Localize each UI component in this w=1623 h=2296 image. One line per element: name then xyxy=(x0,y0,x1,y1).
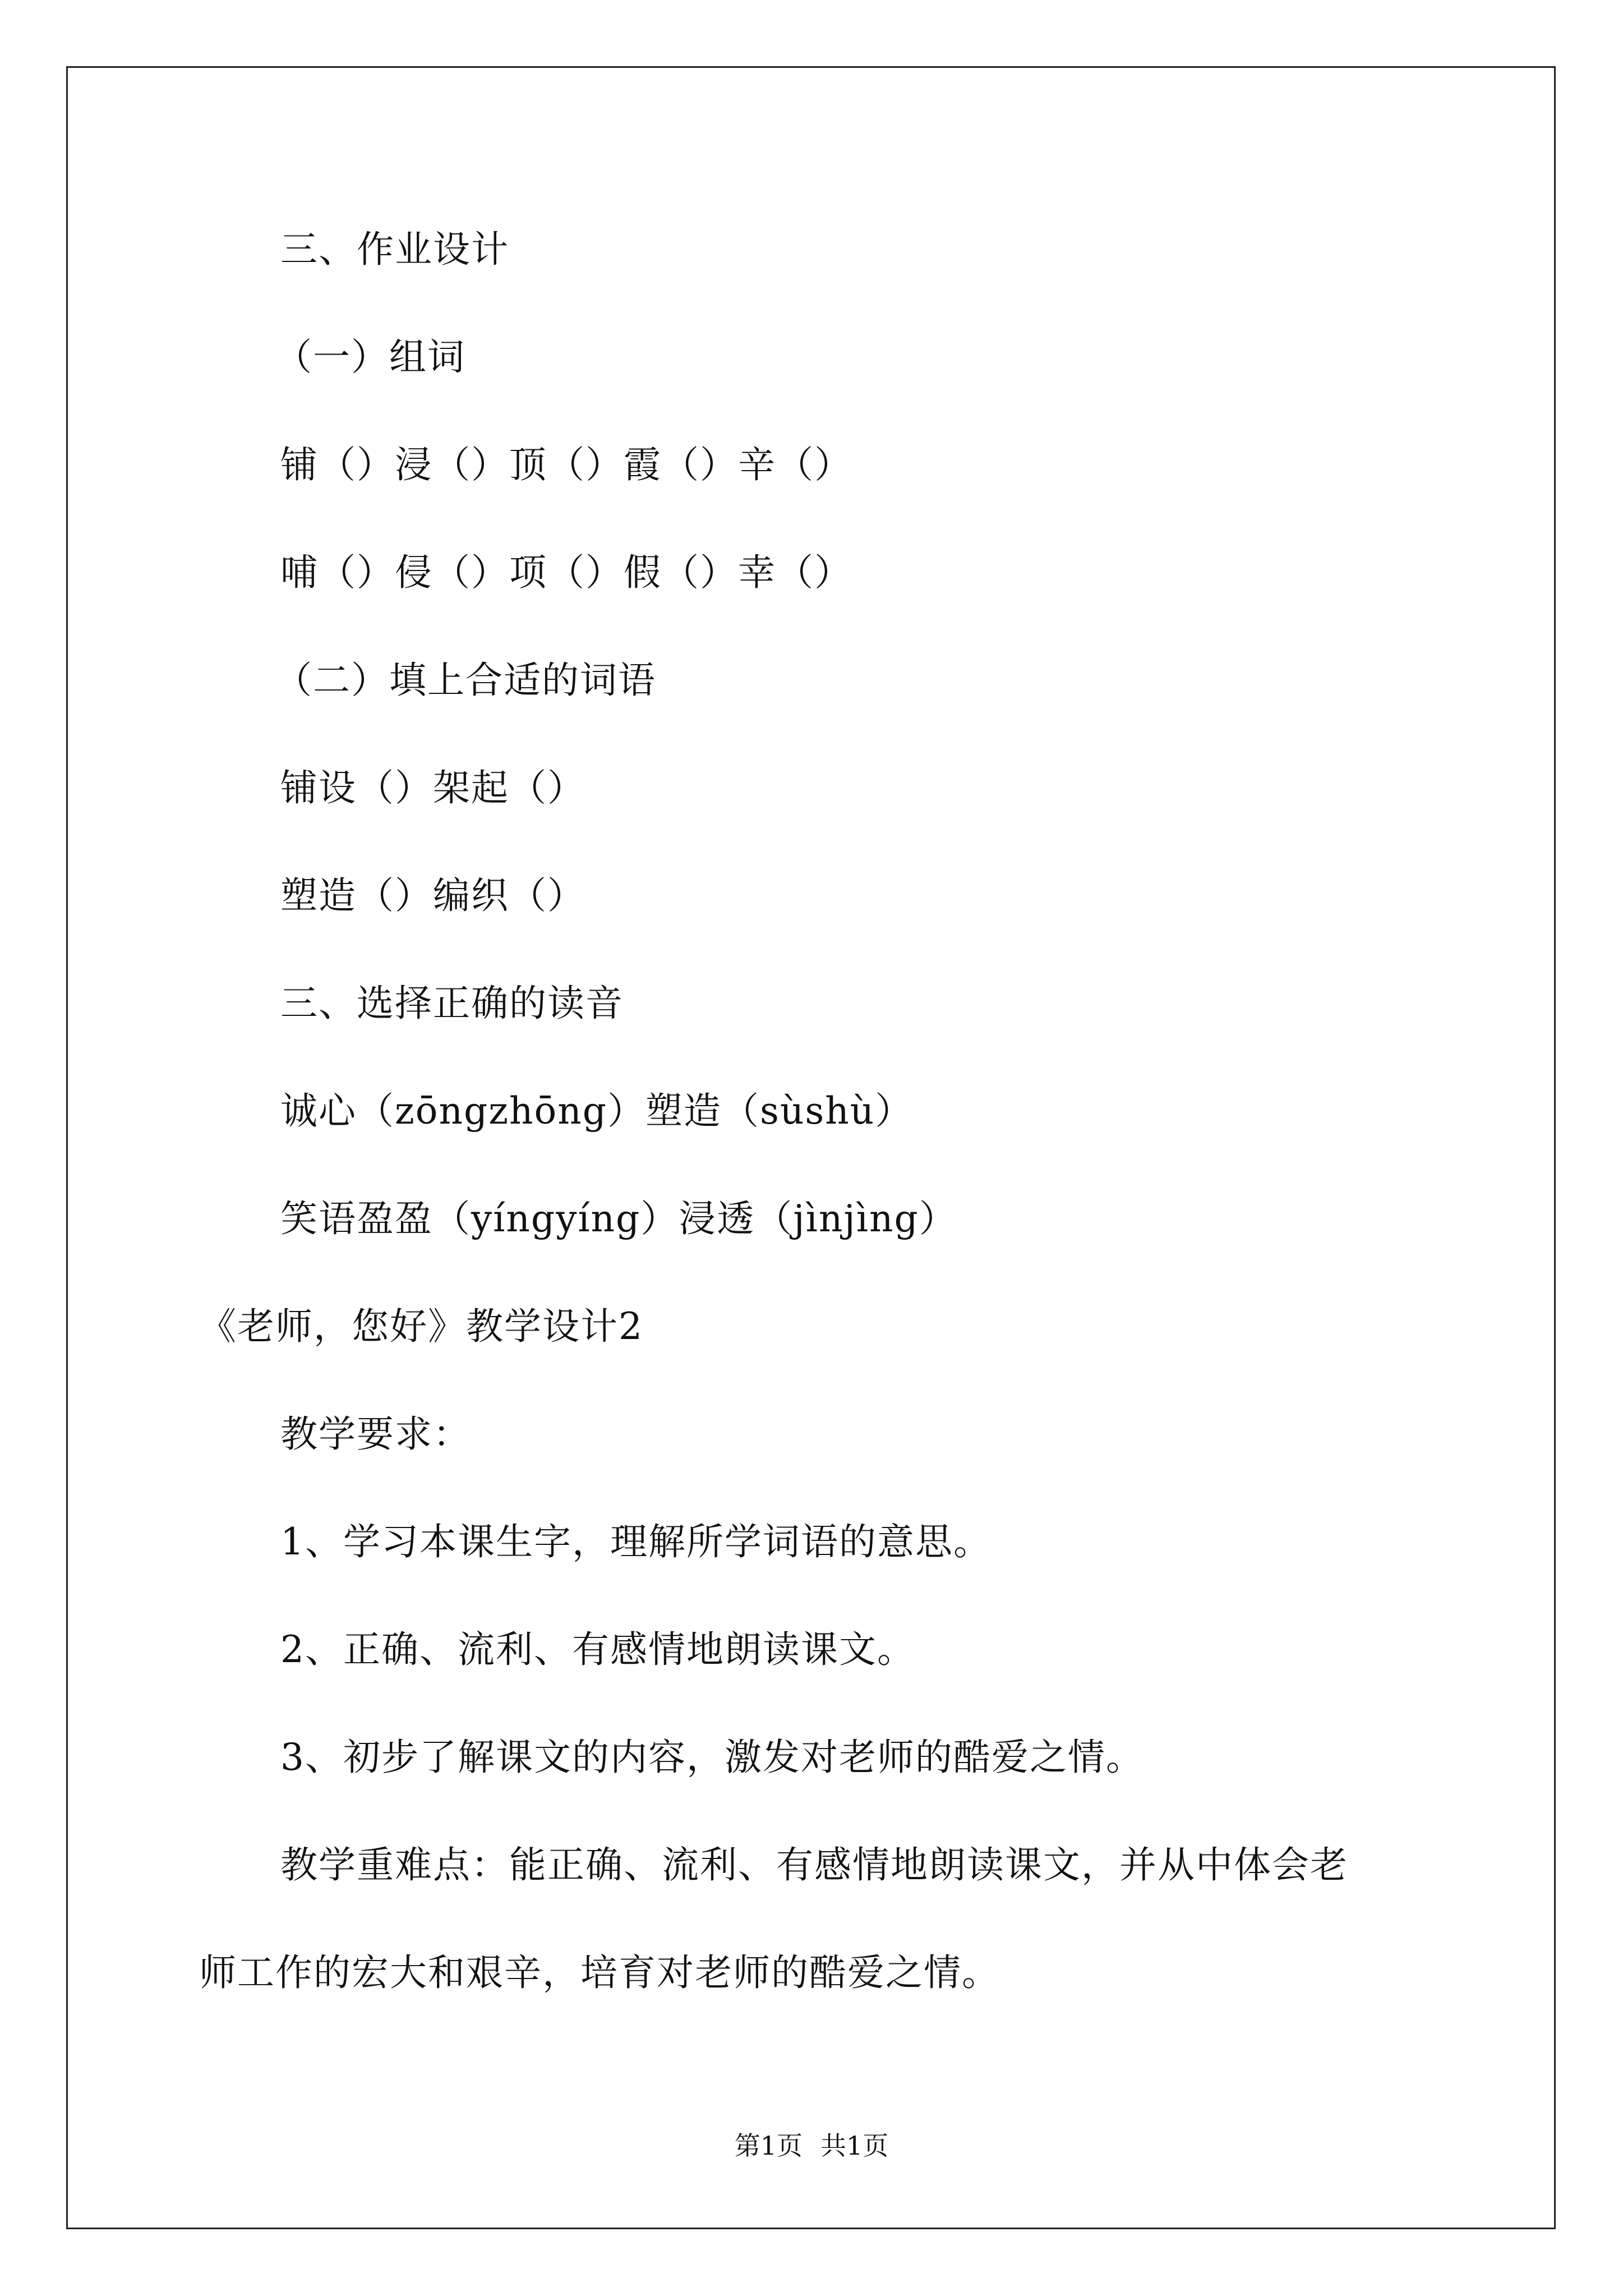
exercise-line: 塑造（）编织（） xyxy=(280,874,585,917)
exercise-line: 诚心（zōngzhōng）塑造（sùshù） xyxy=(280,1089,914,1133)
subheading-fill-words: （二）填上合适的词语 xyxy=(275,659,656,702)
subheading-word-groups: （一）组词 xyxy=(275,335,465,379)
exercise-line: 铺设（）架起（） xyxy=(280,766,585,809)
paragraph-line: 1、学习本课生字，理解所学词语的意思。 xyxy=(280,1520,992,1563)
section-heading-pronunciation: 三、选择正确的读音 xyxy=(280,982,624,1025)
exercise-line: 铺（）浸（）顶（）霞（）辛（） xyxy=(280,443,852,486)
page-border xyxy=(66,66,1556,2229)
lesson-title: 《老师，您好》教学设计2 xyxy=(199,1305,643,1348)
exercise-line: 哺（）侵（）项（）假（）幸（） xyxy=(280,551,852,594)
page-footer xyxy=(0,2129,1623,2162)
exercise-line: 笑语盈盈（yíngyíng）浸透（jìnjìng） xyxy=(280,1197,957,1240)
page-total: 共1页 xyxy=(820,2131,889,2161)
paragraph-line: 教学重难点：能正确、流利、有感情地朗读课文，并从中体会老 xyxy=(280,1843,1348,1887)
paragraph-line: 师工作的宏大和艰辛，培育对老师的酷爱之情。 xyxy=(199,1951,1000,1994)
section-heading-homework: 三、作业设计 xyxy=(280,228,509,271)
paragraph-line: 3、初步了解课文的内容，激发对老师的酷爱之情。 xyxy=(280,1736,1144,1779)
page-number: 第1页 xyxy=(734,2131,803,2161)
paragraph-heading: 教学要求： xyxy=(280,1412,471,1456)
paragraph-line: 2、正确、流利、有感情地朗读课文。 xyxy=(280,1628,915,1671)
